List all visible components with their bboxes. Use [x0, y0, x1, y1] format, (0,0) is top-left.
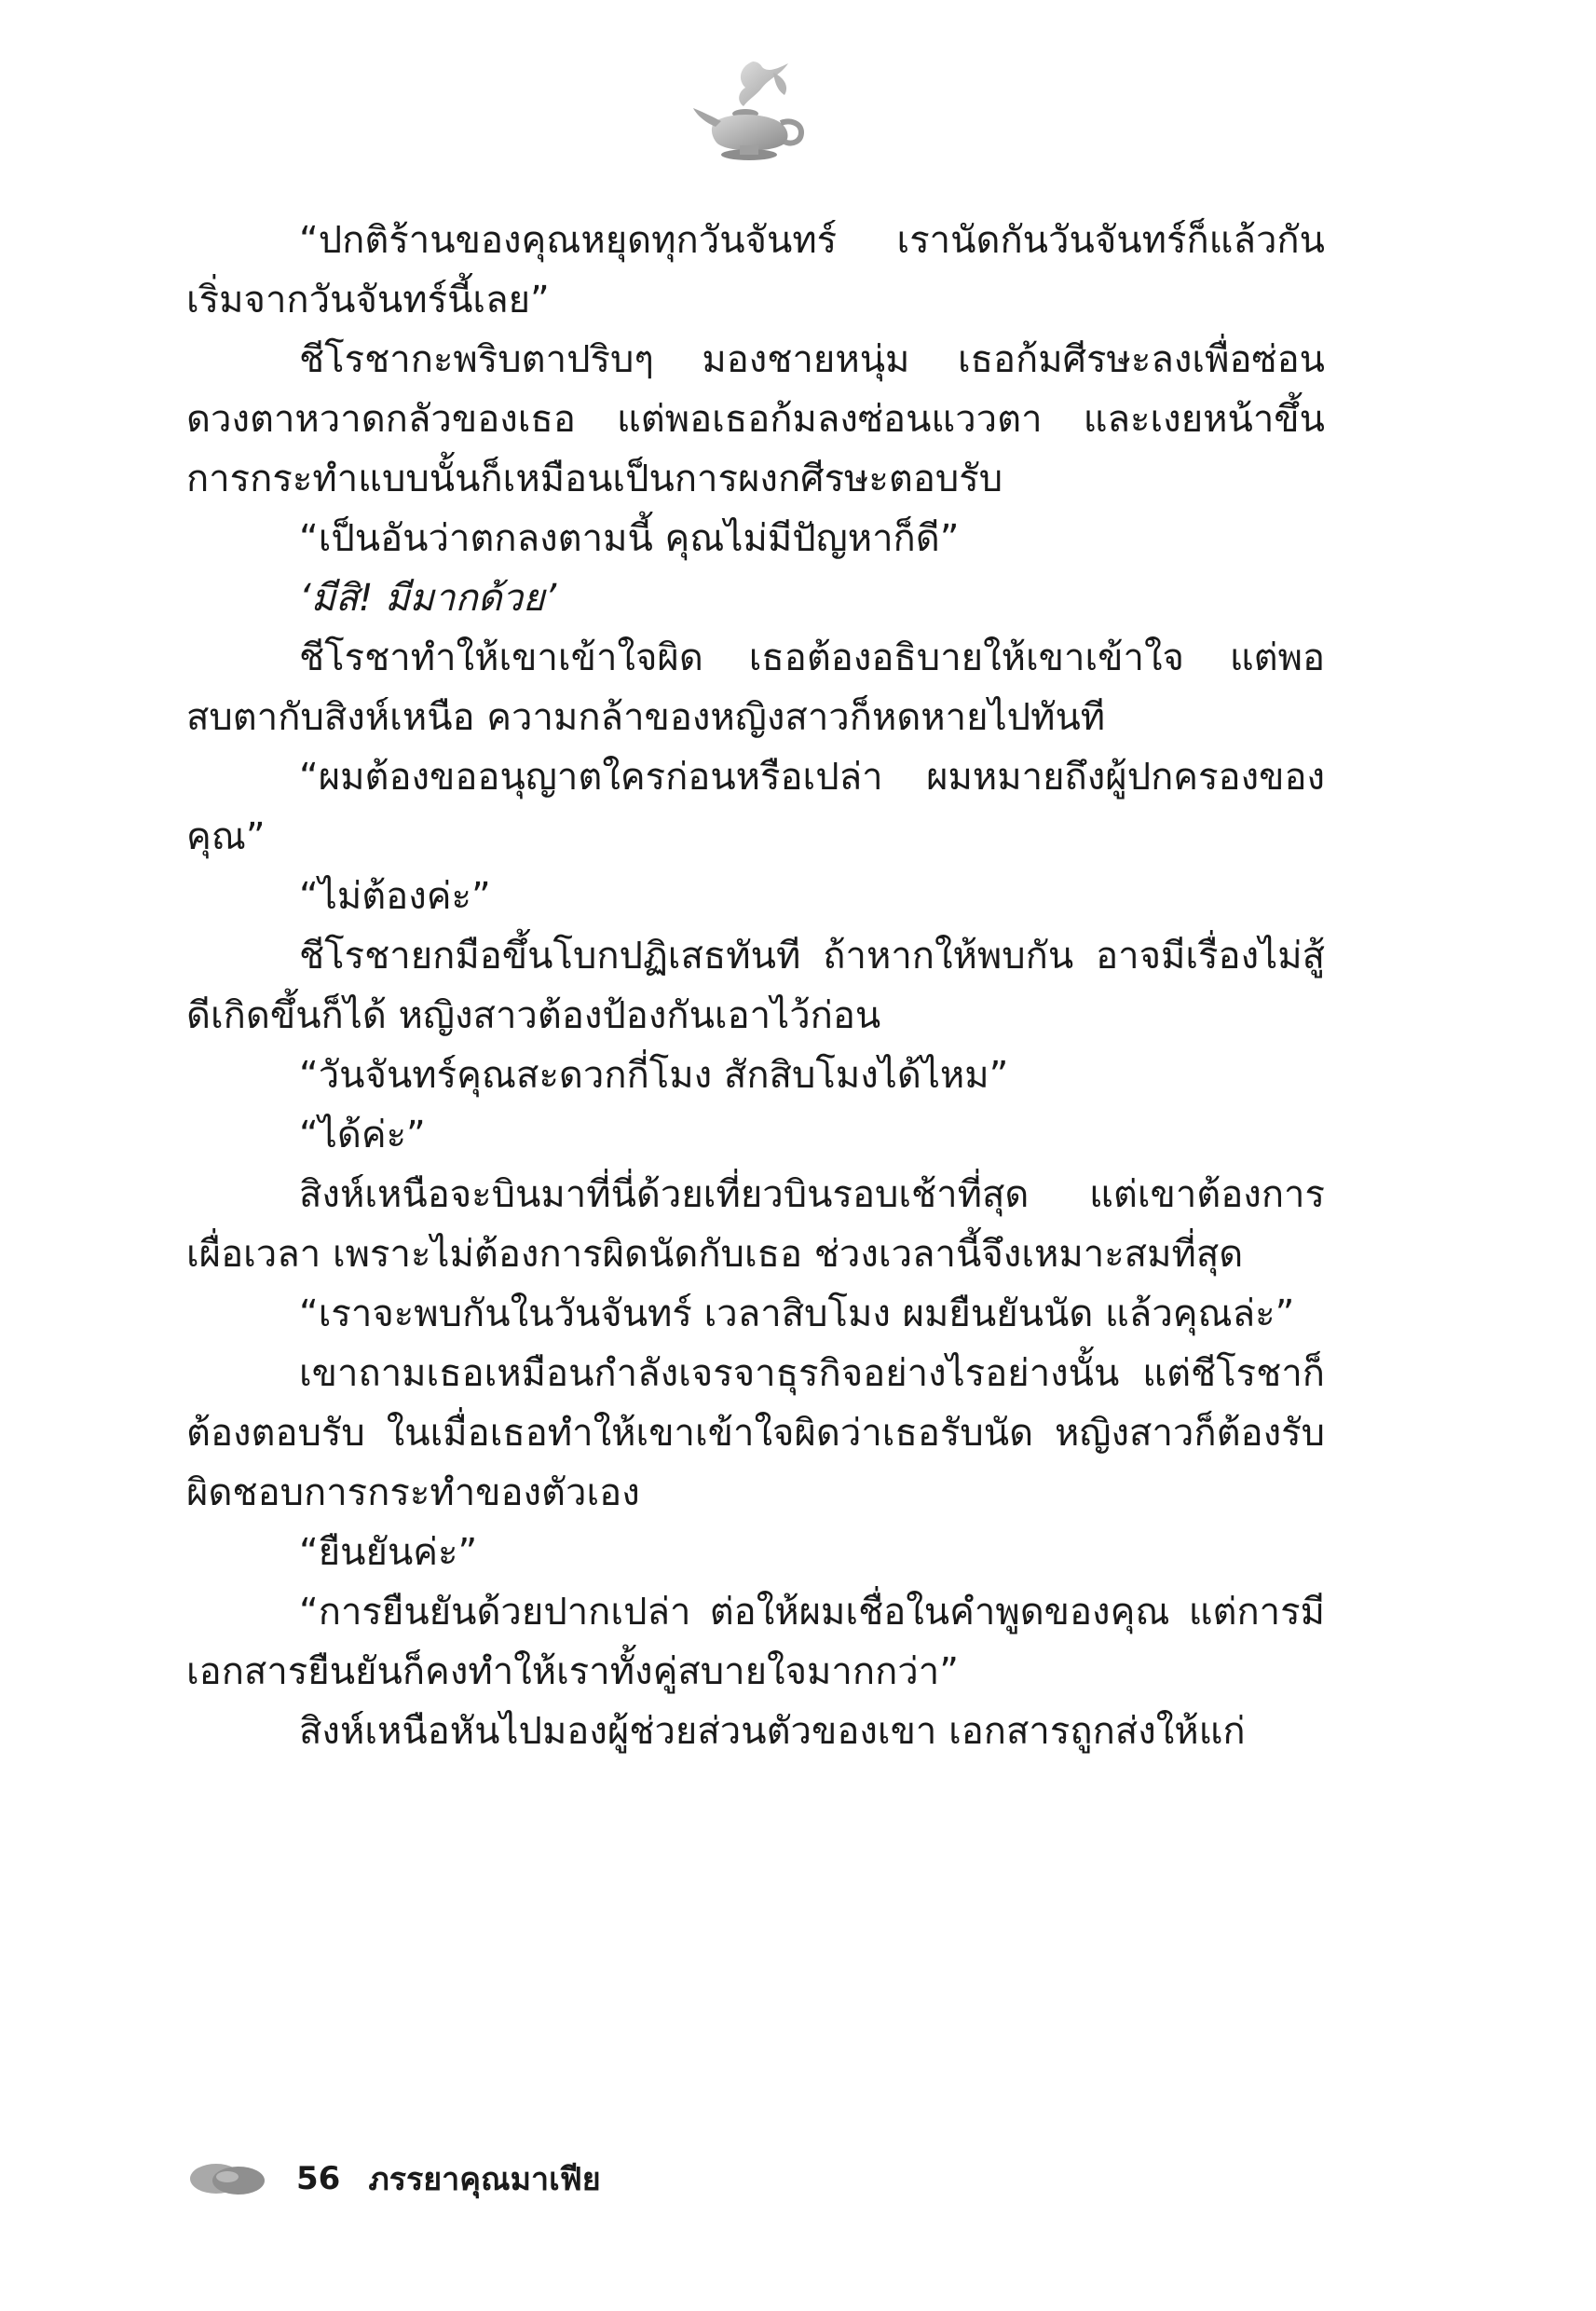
page-number: 56	[296, 2160, 341, 2197]
paragraph: เขาถามเธอเหมือนกำลังเจรจาธุรกิจอย่างไรอย่างนั้น แต่ชีโรชาก็ต้องตอบรับ ในเมื่อเธอทำให้เขาเข้าใจผิดว่าเธอรับนัด หญิงสาวก็ต้องรับผิดชอบการกระทำของตัวเอง	[186, 1352, 1325, 1514]
paragraph: “ยืนยันค่ะ”	[299, 1531, 478, 1574]
paragraph: ชีโรชายกมือขึ้นโบกปฏิเสธทันที ถ้าหากให้พบกัน อาจมีเรื่องไม่สู้ดีเกิดขึ้นก็ได้ หญิงสาวต้องป้องกันเอาไว้ก่อน	[186, 935, 1325, 1037]
paragraph: “ผมต้องขออนุญาตใครก่อนหรือเปล่า ผมหมายถึงผู้ปกครองของคุณ”	[186, 756, 1325, 858]
paragraph: “การยืนยันด้วยปากเปล่า ต่อให้ผมเชื่อในคำพูดของคุณ แต่การมีเอกสารยืนยันก็คงทำให้เราทั้งคู่สบายใจมากกว่า”	[186, 1591, 1325, 1693]
paragraph: “วันจันทร์คุณสะดวกกี่โมง สักสิบโมงได้ไหม”	[299, 1054, 1009, 1097]
paragraph: สิงห์เหนือจะบินมาที่นี่ด้วยเที่ยวบินรอบเช้าที่สุด แต่เขาต้องการเผื่อเวลา เพราะไม่ต้องการผิดนัดกับเธอ ช่วงเวลานี้จึงเหมาะสมที่สุด	[186, 1173, 1325, 1276]
book-title: ภรรยาคุณมาเฟีย	[368, 2161, 601, 2198]
paragraph: “ไม่ต้องค่ะ”	[299, 875, 491, 918]
hearts-icon	[186, 2156, 270, 2201]
paragraph: ชีโรชาทำให้เขาเข้าใจผิด เธอต้องอธิบายให้เขาเข้าใจ แต่พอสบตากับสิงห์เหนือ ความกล้าของหญิงสาวก็หดหายไปทันที	[186, 636, 1325, 739]
paragraph: ชีโรชากะพริบตาปริบๆ มองชายหนุ่ม เธอก้มศีรษะลงเพื่อซ่อนดวงตาหวาดกลัวของเธอ แต่พอเธอก้มลงซ่อนแววตา และเงยหน้าขึ้น การกระทำแบบนั้นก็เหมือนเป็นการผงกศีรษะตอบรับ	[186, 338, 1325, 500]
page-footer	[186, 2153, 601, 2205]
paragraph: “เป็นอันว่าตกลงตามนี้ คุณไม่มีปัญหาก็ดี”	[299, 517, 960, 560]
paragraph: “เราจะพบกันในวันจันทร์ เวลาสิบโมง ผมยืนยันนัด แล้วคุณล่ะ”	[299, 1292, 1295, 1335]
paragraph: สิงห์เหนือหันไปมองผู้ช่วยส่วนตัวของเขา เอกสารถูกส่งให้แก่	[299, 1710, 1246, 1753]
body-text	[186, 211, 1325, 1761]
paragraph: “ได้ค่ะ”	[299, 1114, 426, 1156]
paragraph: ‘มีสิ! มีมากด้วย’	[299, 577, 557, 620]
magic-lamp-icon	[688, 54, 818, 164]
paragraph: “ปกติร้านของคุณหยุดทุกวันจันทร์ เรานัดกันวันจันทร์ก็แล้วกัน เริ่มจากวันจันทร์นี้เลย”	[186, 219, 1325, 321]
